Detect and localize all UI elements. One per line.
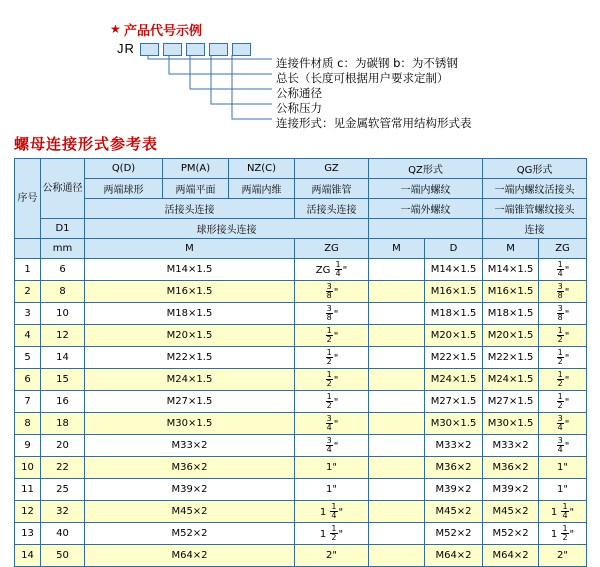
cell-seq: 8 [15,413,41,435]
cell-q-m: M64×2 [85,545,295,567]
header-sub-nz: 两端内维 [229,179,295,199]
cell-qg-m: M16×1.5 [483,281,539,303]
cell-qg-zg: 2" [539,545,587,567]
cell-qg-m: M64×2 [483,545,539,567]
header-sub-q: 两端球形 [85,179,163,199]
cell-qg-zg: $\frac{1}{4}$ " [539,259,587,281]
cell-dn: 18 [41,413,85,435]
cell-q-m: M18×1.5 [85,303,295,325]
cell-seq: 10 [15,457,41,479]
cell-qz-m [369,457,425,479]
header-unit-qg-zg: ZG [539,239,587,259]
table-row [15,413,587,435]
header-union-mid: 活接头连接 [295,199,369,219]
cell-qg-zg: 1" [539,479,587,501]
cell-dn: 22 [41,457,85,479]
cell-qz-m [369,347,425,369]
cell-qg-m: M52×2 [483,523,539,545]
cell-gz-zg: 1 $\frac{1}{4}$ " [295,501,369,523]
cell-q-m: M45×2 [85,501,295,523]
cell-gz-zg: 1" [295,479,369,501]
cell-qg-zg: 1" [539,457,587,479]
code-prefix: JR [117,41,135,56]
cell-qz-m [369,259,425,281]
cell-qg-zg: $\frac{3}{8}$ " [539,281,587,303]
cell-q-m: M36×2 [85,457,295,479]
cell-qg-zg: $\frac{3}{4}$ " [539,413,587,435]
cell-qz-m [369,281,425,303]
table-row [15,457,587,479]
cell-qg-zg: $\frac{1}{2}$ " [539,391,587,413]
cell-seq: 5 [15,347,41,369]
cell-qz-m [369,303,425,325]
cell-q-m: M33×2 [85,435,295,457]
cell-q-m: M20×1.5 [85,325,295,347]
diagram-label-nominal-pressure: 公称压力 [276,101,322,115]
header-code-qg: QG形式 [483,159,587,179]
header-unit-qg-m: M [483,239,539,259]
cell-gz-zg: $\frac{1}{2}$ " [295,369,369,391]
section-title: 螺母连接形式参考表 [14,135,159,153]
cell-gz-zg: 1 $\frac{1}{2}$ " [295,523,369,545]
table-row [15,391,587,413]
header-unit-qz-m: M [369,239,425,259]
cell-q-m: M16×1.5 [85,281,295,303]
cell-seq: 14 [15,545,41,567]
cell-dn: 8 [41,281,85,303]
cell-gz-zg: $\frac{3}{8}$ " [295,281,369,303]
table-row [15,479,587,501]
cell-qg-m: M39×2 [483,479,539,501]
cell-gz-zg: $\frac{3}{4}$ " [295,413,369,435]
diagram-title: 产品代号示例 [124,24,203,39]
header-unit-mm: mm [41,239,85,259]
cell-qg-zg: $\frac{3}{8}$ " [539,303,587,325]
cell-dn: 50 [41,545,85,567]
cell-qz-m [369,435,425,457]
table-row [15,545,587,567]
cell-qz-m [369,391,425,413]
cell-dn: 15 [41,369,85,391]
cell-qz-m [369,523,425,545]
cell-qz-d: M16×1.5 [425,281,483,303]
table-row [15,259,587,281]
header-dn: 公称通径 [41,159,85,219]
diagram-label-nominal-diameter: 公称通径 [276,86,322,100]
cell-dn: 10 [41,303,85,325]
cell-qg-m: M27×1.5 [483,391,539,413]
cell-qz-d: M22×1.5 [425,347,483,369]
cell-gz-zg: 1" [295,457,369,479]
cell-qg-zg: 1 $\frac{1}{2}$ " [539,523,587,545]
table-body [15,259,587,567]
cell-qz-d: M45×2 [425,501,483,523]
cell-qg-m: M20×1.5 [483,325,539,347]
table-row [15,435,587,457]
table-row [15,523,587,545]
cell-qz-d: M18×1.5 [425,303,483,325]
product-code-diagram [0,0,600,135]
cell-seq: 7 [15,391,41,413]
header-code-q: Q(D) [85,159,163,179]
cell-qz-m [369,325,425,347]
table-row [15,303,587,325]
header-code-qz: QZ形式 [369,159,483,179]
cell-qz-m [369,369,425,391]
cell-qz-d: M39×2 [425,479,483,501]
table-header-row-4 [15,219,587,239]
cell-qg-m: M45×2 [483,501,539,523]
cell-qz-m [369,545,425,567]
cell-dn: 40 [41,523,85,545]
table-row [15,501,587,523]
table-row [15,325,587,347]
table-header-row-3 [15,199,587,219]
cell-dn: 14 [41,347,85,369]
header-connect-qz [369,219,483,239]
table-header-row-2 [15,179,587,199]
header-unit-blank [15,239,41,259]
header-code-pm: PM(A) [163,159,229,179]
cell-qz-m [369,501,425,523]
cell-gz-zg: $\frac{1}{2}$ " [295,391,369,413]
table-row [15,347,587,369]
cell-q-m: M39×2 [85,479,295,501]
cell-gz-zg: $\frac{3}{4}$ " [295,435,369,457]
cell-qg-m: M24×1.5 [483,369,539,391]
cell-dn: 12 [41,325,85,347]
cell-qg-m: M14×1.5 [483,259,539,281]
header-d1: D1 [41,219,85,239]
table-header-row-5 [15,239,587,259]
cell-dn: 25 [41,479,85,501]
diagram-label-material: 连接件材质 c：为碳钢 b：为不锈钢 [276,56,458,70]
cell-qg-zg: $\frac{1}{2}$ " [539,325,587,347]
cell-gz-zg: $\frac{1}{2}$ " [295,325,369,347]
cell-seq: 13 [15,523,41,545]
header-ball-joint: 球形接头连接 [85,219,369,239]
diagram-label-length: 总长（长度可根据用户要求定制） [276,71,449,85]
cell-qg-zg: $\frac{1}{2}$ " [539,369,587,391]
cell-gz-zg: ZG $\frac{1}{4}$ " [295,259,369,281]
cell-qz-d: M14×1.5 [425,259,483,281]
header-unit-m: M [85,239,295,259]
cell-seq: 3 [15,303,41,325]
header-code-gz: GZ [295,159,369,179]
header-seq: 序号 [15,159,41,239]
cell-seq: 6 [15,369,41,391]
cell-qz-d: M20×1.5 [425,325,483,347]
cell-qg-m: M33×2 [483,435,539,457]
cell-qg-m: M30×1.5 [483,413,539,435]
cell-qz-d: M24×1.5 [425,369,483,391]
cell-qg-m: M22×1.5 [483,347,539,369]
cell-qg-m: M36×2 [483,457,539,479]
cell-qg-zg: 1 $\frac{1}{4}$ " [539,501,587,523]
cell-qg-zg: $\frac{1}{2}$ " [539,347,587,369]
cell-q-m: M52×2 [85,523,295,545]
cell-qz-d: M27×1.5 [425,391,483,413]
header-sub-qg: 一端内螺纹活接头 [483,179,587,199]
cell-seq: 9 [15,435,41,457]
cell-dn: 6 [41,259,85,281]
header-sub-pm: 两端平面 [163,179,229,199]
header-taper-union: 一端锥管螺纹接头 [483,199,587,219]
header-unit-zg: ZG [295,239,369,259]
cell-qg-m: M18×1.5 [483,303,539,325]
cell-qz-d: M52×2 [425,523,483,545]
cell-q-m: M24×1.5 [85,369,295,391]
cell-dn: 32 [41,501,85,523]
cell-seq: 11 [15,479,41,501]
cell-seq: 1 [15,259,41,281]
header-male-thread: 一端外螺纹 [369,199,483,219]
header-code-nz: NZ(C) [229,159,295,179]
header-unit-qz-d: D [425,239,483,259]
cell-qz-m [369,479,425,501]
cell-gz-zg: 2" [295,545,369,567]
table-row [15,281,587,303]
cell-q-m: M14×1.5 [85,259,295,281]
cell-seq: 4 [15,325,41,347]
cell-q-m: M22×1.5 [85,347,295,369]
cell-qz-d: M33×2 [425,435,483,457]
cell-dn: 20 [41,435,85,457]
header-sub-gz: 两端锥管 [295,179,369,199]
cell-q-m: M27×1.5 [85,391,295,413]
cell-seq: 2 [15,281,41,303]
cell-qz-d: M30×1.5 [425,413,483,435]
header-connect-qg: 连接 [483,219,587,239]
cell-seq: 12 [15,501,41,523]
cell-qg-zg: $\frac{3}{4}$ " [539,435,587,457]
table-header-row-1 [15,159,587,179]
nut-connection-table [14,158,587,567]
header-sub-qz: 一端内螺纹 [369,179,483,199]
header-union-left: 活接头连接 [85,199,295,219]
diagram-label-connection-type: 连接形式：见金属软管常用结构形式表 [276,116,472,130]
cell-qz-d: M36×2 [425,457,483,479]
cell-gz-zg: $\frac{3}{8}$ " [295,303,369,325]
table-row [15,369,587,391]
cell-gz-zg: $\frac{1}{2}$ " [295,347,369,369]
cell-qz-d: M64×2 [425,545,483,567]
star-icon: ★ [110,22,121,36]
cell-dn: 16 [41,391,85,413]
cell-qz-m [369,413,425,435]
cell-q-m: M30×1.5 [85,413,295,435]
